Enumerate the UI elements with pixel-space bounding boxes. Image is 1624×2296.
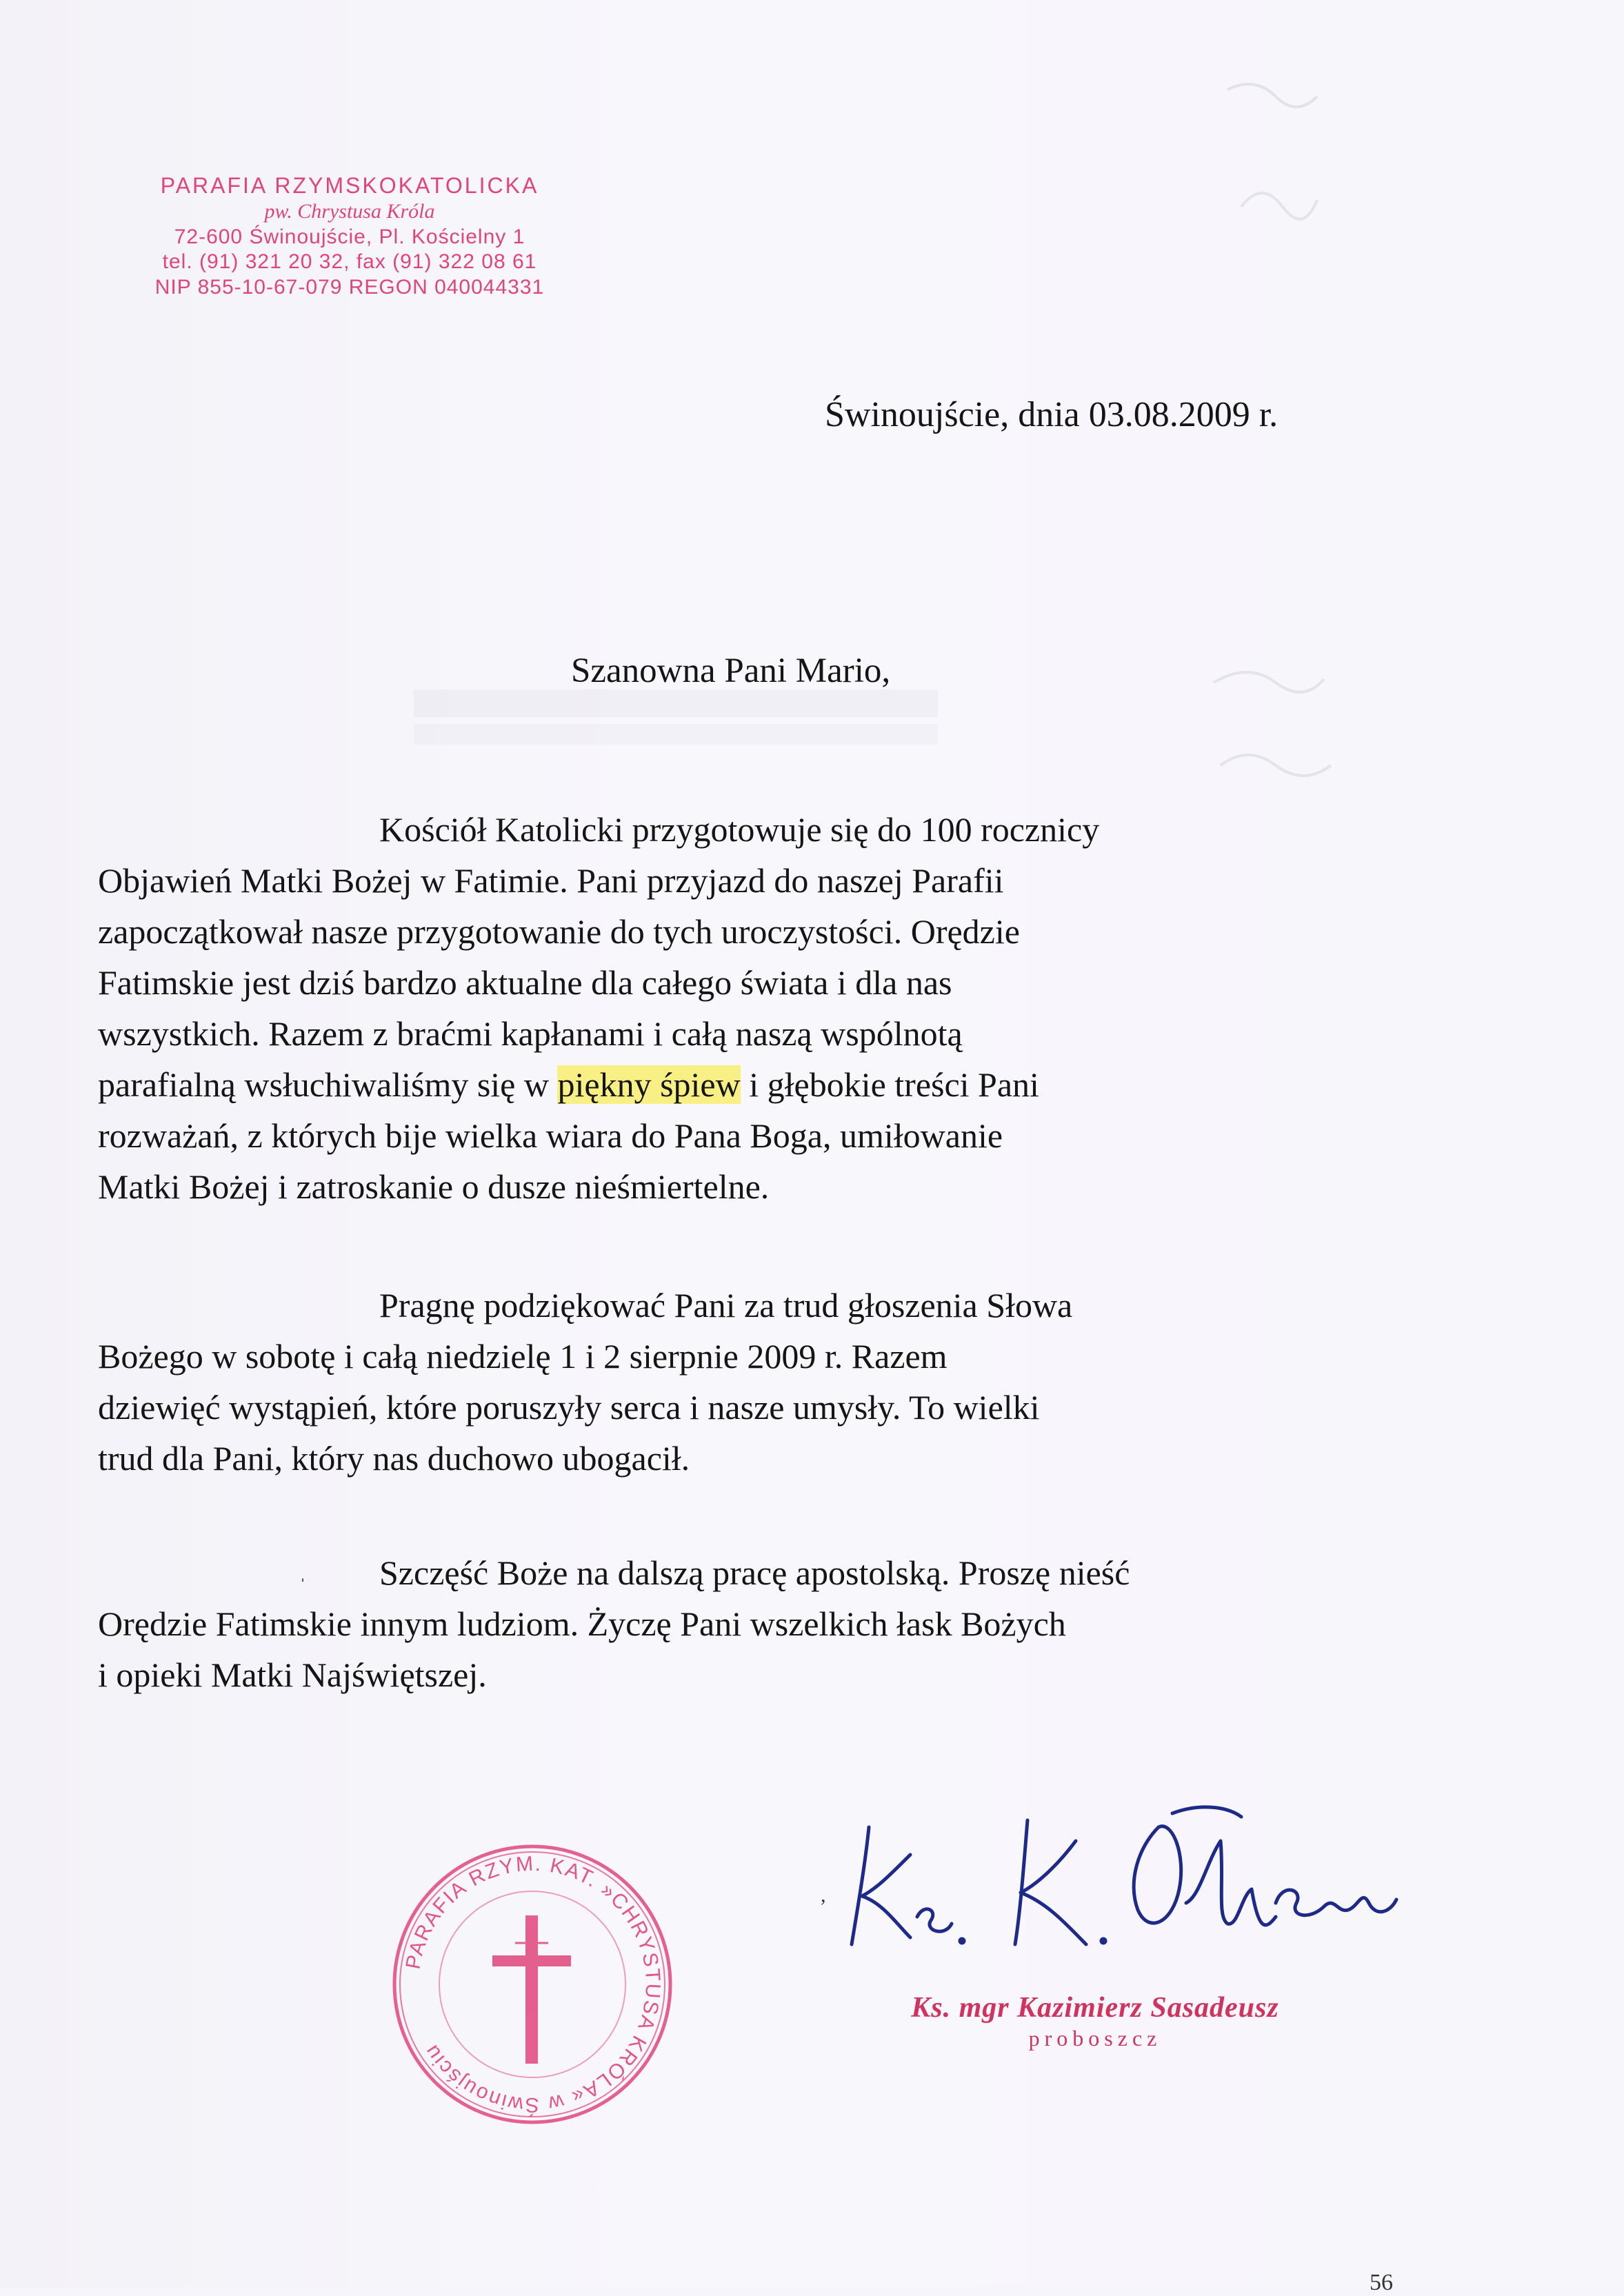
paragraph-line: Szczęść Boże na dalszą pracę apostolską. Proszę nieść <box>379 1553 1130 1592</box>
stamp-parish-name: PARAFIA RZYMSKOKATOLICKA <box>160 173 539 198</box>
paragraph-line: Bożego w sobotę i całą niedzielę 1 i 2 sierpnie 2009 r. Razem <box>98 1337 948 1376</box>
pastor-name: Ks. mgr Kazimierz Sasadeusz <box>911 1992 1279 2024</box>
paragraph-line: Orędzie Fatimskie innym ludziom. Życzę Pani wszelkich łask Bożych <box>98 1604 1066 1643</box>
parish-round-seal <box>388 1840 677 2129</box>
paragraph-line: wszystkich. Razem z braćmi kapłanami i całą naszą wspólnotą <box>98 1014 963 1053</box>
seal-text: PARAFIA RZYM. KAT. »CHRYSTUSA KRÓLA« w Świnoujściu <box>401 1852 665 2117</box>
stamp-nip-regon: NIP 855-10-67-079 REGON 040044331 <box>154 275 545 299</box>
paragraph-line: Objawień Matki Bożej w Fatimie. Pani przyjazd do naszej Parafii <box>98 861 1004 900</box>
ink-mark: , <box>821 1884 826 1906</box>
paragraph-line: Fatimskie jest dziś bardzo aktualne dla całego świata i dla nas <box>98 963 952 1002</box>
text-fragment: parafialną wsłuchiwaliśmy się w <box>98 1065 558 1104</box>
paragraph-line: zapoczątkował nasze przygotowanie do tych uroczystości. Orędzie <box>98 912 1020 951</box>
paragraph-2 <box>98 1280 1387 1484</box>
signature-caption-stamp <box>868 1991 1323 2051</box>
stamp-address: 72-600 Świnoujście, Pl. Kościelny 1 <box>174 225 525 248</box>
page-number: 56 <box>1370 2270 1393 2295</box>
paragraph-line: trud dla Pani, który nas duchowo ubogacił. <box>98 1439 690 1478</box>
pastor-role: proboszcz <box>1028 2026 1162 2051</box>
paragraph-1 <box>98 804 1387 1212</box>
parish-letterhead-stamp <box>112 172 588 300</box>
ink-mark: ˈ <box>299 1575 306 1598</box>
paragraph-line: Kościół Katolicki przygotowuje się do 100 rocznicy <box>379 810 1100 849</box>
paragraph-line: dziewięć wystąpień, które poruszyły serca i nasze umysły. To wielki <box>98 1388 1040 1427</box>
stamp-phone-fax: tel. (91) 321 20 32, fax (91) 322 08 61 <box>162 250 537 274</box>
paragraph-line-highlighted <box>98 1059 1387 1110</box>
highlighted-phrase: piękny śpiew <box>557 1065 741 1104</box>
paragraph-line: Matki Bożej i zatroskanie o dusze nieśmiertelne. <box>98 1167 770 1206</box>
text-fragment: i głębokie treści Pani <box>740 1065 1039 1104</box>
letter-salutation: Szanowna Pani Mario, <box>571 652 891 690</box>
paragraph-line: rozważań, z których bije wielka wiara do Pana Boga, umiłowanie <box>98 1116 1003 1155</box>
cross-icon <box>492 1915 571 2064</box>
paragraph-line: Pragnę podziękować Pani za trud głoszenia Słowa <box>379 1286 1073 1325</box>
letter-date: Świnoujście, dnia 03.08.2009 r. <box>825 395 1279 434</box>
paragraph-3 <box>98 1547 1387 1700</box>
stamp-parish-patron: pw. Chrystusa Króla <box>264 200 435 223</box>
handwritten-signature <box>814 1800 1434 1965</box>
paragraph-line: i opieki Matki Najświętszej. <box>98 1655 487 1694</box>
